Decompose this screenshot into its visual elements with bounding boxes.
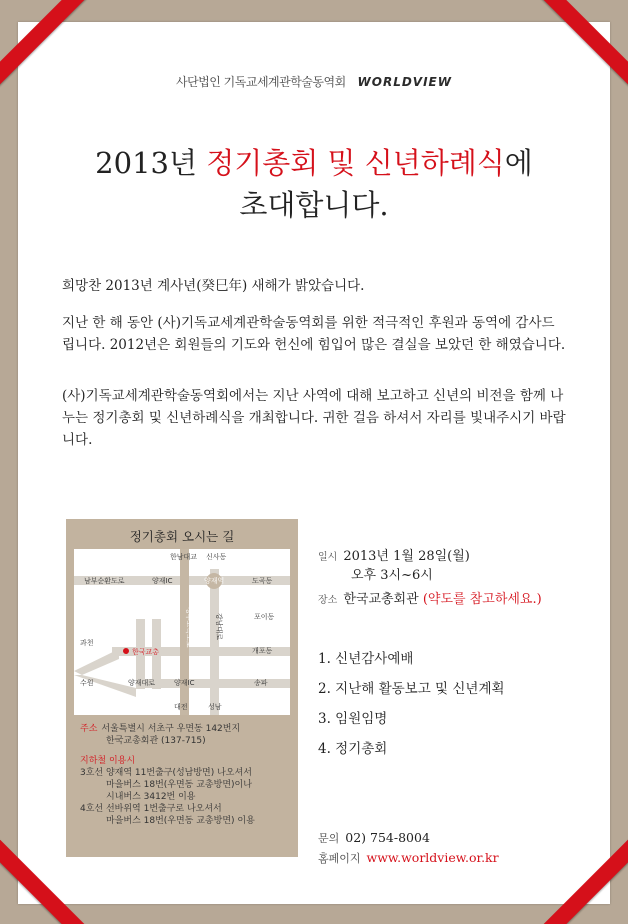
venue-marker xyxy=(123,648,129,654)
label-hannam: 한남대교 xyxy=(170,553,198,561)
place-value: 한국교총회관 xyxy=(343,592,419,607)
subway-line-2: 마을버스 18번(우면동 교총방면)이나 xyxy=(106,780,252,790)
label-nambusunhwan: 남부순환도로 xyxy=(84,577,125,585)
title-line-2: 초대합니다. xyxy=(239,188,389,222)
label-venue: 한국교총 xyxy=(132,648,160,656)
agenda-item: 4. 정기총회 xyxy=(318,741,388,757)
place-note: (약도를 참고하세요.) xyxy=(418,592,542,607)
page-title xyxy=(18,142,610,226)
phone-value: 02) 754-8004 xyxy=(345,830,430,845)
title-event: 정기총회 및 신년하례식 xyxy=(206,146,505,180)
place-label: 장소 xyxy=(318,595,338,606)
road-gwacheon xyxy=(74,649,119,675)
header xyxy=(18,73,610,90)
label-gwacheon: 과천 xyxy=(80,639,94,647)
title-line-1 xyxy=(18,142,610,184)
road-gangnam xyxy=(210,569,219,715)
label-gyeongbu: 경부고속도로 xyxy=(185,607,193,648)
map-subway xyxy=(80,755,255,827)
worldview-logo: WORLDVIEW xyxy=(357,75,452,89)
thanks-paragraph: 지난 한 해 동안 (사)기독교세계관학술동역회를 위한 적극적인 후원과 동역에 감사드립니다. 2012년은 회원들의 기도와 헌신에 힘입어 많은 결실을 보았던 한 해였습니다. xyxy=(62,315,566,353)
label-daejeon: 대전 xyxy=(174,703,188,711)
label-gaepo: 개포동 xyxy=(252,647,273,655)
address-line-2: 한국교총회관 (137-715) xyxy=(106,736,206,746)
map-diagram xyxy=(74,549,290,715)
contact-phone xyxy=(318,830,430,846)
label-seongnam: 성남 xyxy=(208,703,222,711)
subway-line-1: 3호선 양재역 11번출구(성남방면) 나오셔서 xyxy=(80,768,252,778)
label-sinsa: 신사동 xyxy=(206,553,227,561)
title-suffix: 에 xyxy=(504,146,533,180)
address-label: 주소 xyxy=(80,724,98,734)
agenda-item: 3. 임원임명 xyxy=(318,711,388,727)
date-value: 2013년 1월 28일(월) xyxy=(343,549,470,564)
label-yangjae-daero: 양재대로 xyxy=(128,679,156,687)
invitation-card xyxy=(18,22,610,904)
web-label: 홈페이지 xyxy=(318,852,361,865)
website-link[interactable]: www.worldview.or.kr xyxy=(366,850,499,865)
invitation-paragraph: (사)기독교세계관학술동역회에서는 지난 사역에 대해 보고하고 신년의 비전을 함께 나누는 정기총회 및 신년하례식을 개최합니다. 귀한 걸음 하셔서 자리를 빛내주시기 바랍니다. xyxy=(62,388,566,448)
event-time: 오후 3시~6시 xyxy=(351,568,433,583)
label-gangnam: 강남대로 xyxy=(215,613,223,641)
label-poi: 포이동 xyxy=(254,613,275,621)
subway-label: 지하철 이용시 xyxy=(80,756,136,766)
date-label: 일시 xyxy=(318,552,338,563)
directions-map xyxy=(66,519,298,857)
phone-label: 문의 xyxy=(318,832,340,845)
greeting-paragraph: 희망찬 2013년 계사년(癸巳年) 새해가 밝았습니다. xyxy=(62,278,365,294)
org-name: 사단법인 기독교세계관학술동역회 xyxy=(175,75,346,89)
map-address xyxy=(80,723,240,747)
agenda-item: 2. 지난해 활동보고 및 신년계획 xyxy=(318,681,505,697)
subway-line-4: 4호선 선바위역 1번출구로 나오셔서 xyxy=(80,804,222,814)
event-date xyxy=(318,545,470,564)
label-yangjae-station: 양재역 xyxy=(204,577,225,585)
event-place xyxy=(318,588,542,607)
subway-line-5: 마을버스 18번(우면동 교총방면) 이용 xyxy=(106,816,255,826)
label-dogok: 도곡동 xyxy=(252,577,273,585)
address-line-1: 서울특별시 서초구 우면동 142번지 xyxy=(101,724,241,734)
label-yangjae-ic2: 양재IC xyxy=(174,679,195,687)
title-prefix: 2013년 xyxy=(95,146,207,180)
agenda-item: 1. 신년감사예배 xyxy=(318,651,414,667)
label-suwon: 수원 xyxy=(80,679,94,687)
subway-line-3: 시내버스 3412번 이용 xyxy=(106,792,196,802)
contact-web xyxy=(318,850,499,866)
label-yangjae-ic: 양재IC xyxy=(152,577,173,585)
map-title: 정기총회 오시는 길 xyxy=(129,529,235,544)
label-songpa: 송파 xyxy=(254,679,268,687)
